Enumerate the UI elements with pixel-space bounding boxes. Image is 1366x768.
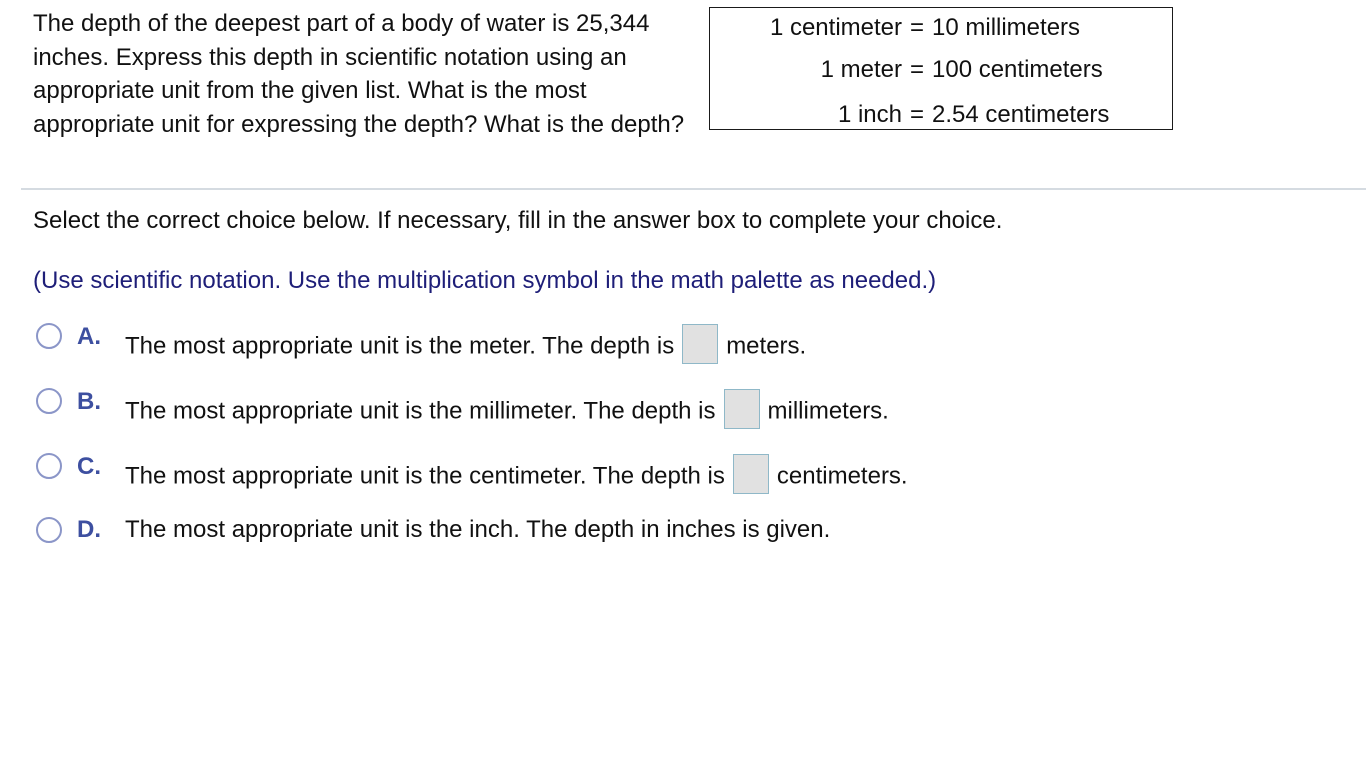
conversion-equals: = bbox=[909, 101, 924, 128]
choice-a-letter[interactable]: A. bbox=[77, 323, 101, 350]
choice-b-letter[interactable]: B. bbox=[77, 388, 101, 415]
choice-c-text[interactable] bbox=[125, 457, 908, 497]
choice-a-text-before: The most appropriate unit is the meter. The depth is bbox=[125, 332, 675, 360]
choice-b-radio[interactable] bbox=[36, 388, 62, 414]
choice-c-answer-box[interactable] bbox=[733, 454, 769, 494]
instruction-text: Select the correct choice below. If necessary, fill in the answer box to complete your choice. bbox=[33, 207, 1003, 234]
choice-b-text-after: millimeters. bbox=[767, 397, 889, 425]
hint-text: (Use scientific notation. Use the multiplication symbol in the math palette as needed.) bbox=[33, 267, 937, 294]
choice-a-answer-box[interactable] bbox=[682, 324, 718, 364]
conversion-row-inch bbox=[710, 100, 1172, 130]
conversion-lhs: 1 meter bbox=[820, 56, 902, 83]
choice-b-text[interactable] bbox=[125, 392, 889, 432]
choice-d-text[interactable]: The most appropriate unit is the inch. The depth in inches is given. bbox=[125, 516, 831, 543]
choice-a-text-after: meters. bbox=[726, 332, 807, 360]
conversion-rhs: 100 centimeters bbox=[932, 56, 1103, 83]
choice-b-answer-box[interactable] bbox=[724, 389, 760, 429]
section-divider bbox=[21, 188, 1366, 190]
choice-b-text-before: The most appropriate unit is the millimeter. The depth is bbox=[125, 397, 716, 425]
conversion-rhs: 10 millimeters bbox=[932, 14, 1081, 41]
choice-c[interactable] bbox=[36, 450, 1136, 494]
conversion-rhs: 2.54 centimeters bbox=[932, 101, 1110, 128]
conversion-row-centimeter bbox=[710, 13, 1172, 43]
choice-a-text[interactable] bbox=[125, 327, 806, 367]
choice-d-radio[interactable] bbox=[36, 517, 62, 543]
choice-c-text-after: centimeters. bbox=[776, 462, 908, 490]
choice-a[interactable] bbox=[36, 320, 1136, 364]
choice-d-letter[interactable]: D. bbox=[77, 516, 101, 543]
conversion-equals: = bbox=[909, 14, 924, 41]
question-text: The depth of the deepest part of a body of water is 25,344 inches. Express this depth in scientific notation using an appropriate unit from the given list. What is the most appropriate unit for expressing the depth? What is the depth? bbox=[33, 10, 685, 138]
conversion-lhs: 1 centimeter bbox=[769, 14, 902, 41]
choice-a-radio[interactable] bbox=[36, 323, 62, 349]
conversion-lhs: 1 inch bbox=[837, 101, 902, 128]
conversion-equals: = bbox=[909, 56, 924, 83]
conversion-row-meter bbox=[710, 55, 1172, 85]
choice-d[interactable] bbox=[36, 515, 1136, 559]
conversion-table bbox=[709, 7, 1173, 130]
choice-c-letter[interactable]: C. bbox=[77, 453, 101, 480]
choice-c-text-before: The most appropriate unit is the centimeter. The depth is bbox=[125, 462, 725, 490]
choice-b[interactable] bbox=[36, 385, 1136, 429]
choice-c-radio[interactable] bbox=[36, 453, 62, 479]
